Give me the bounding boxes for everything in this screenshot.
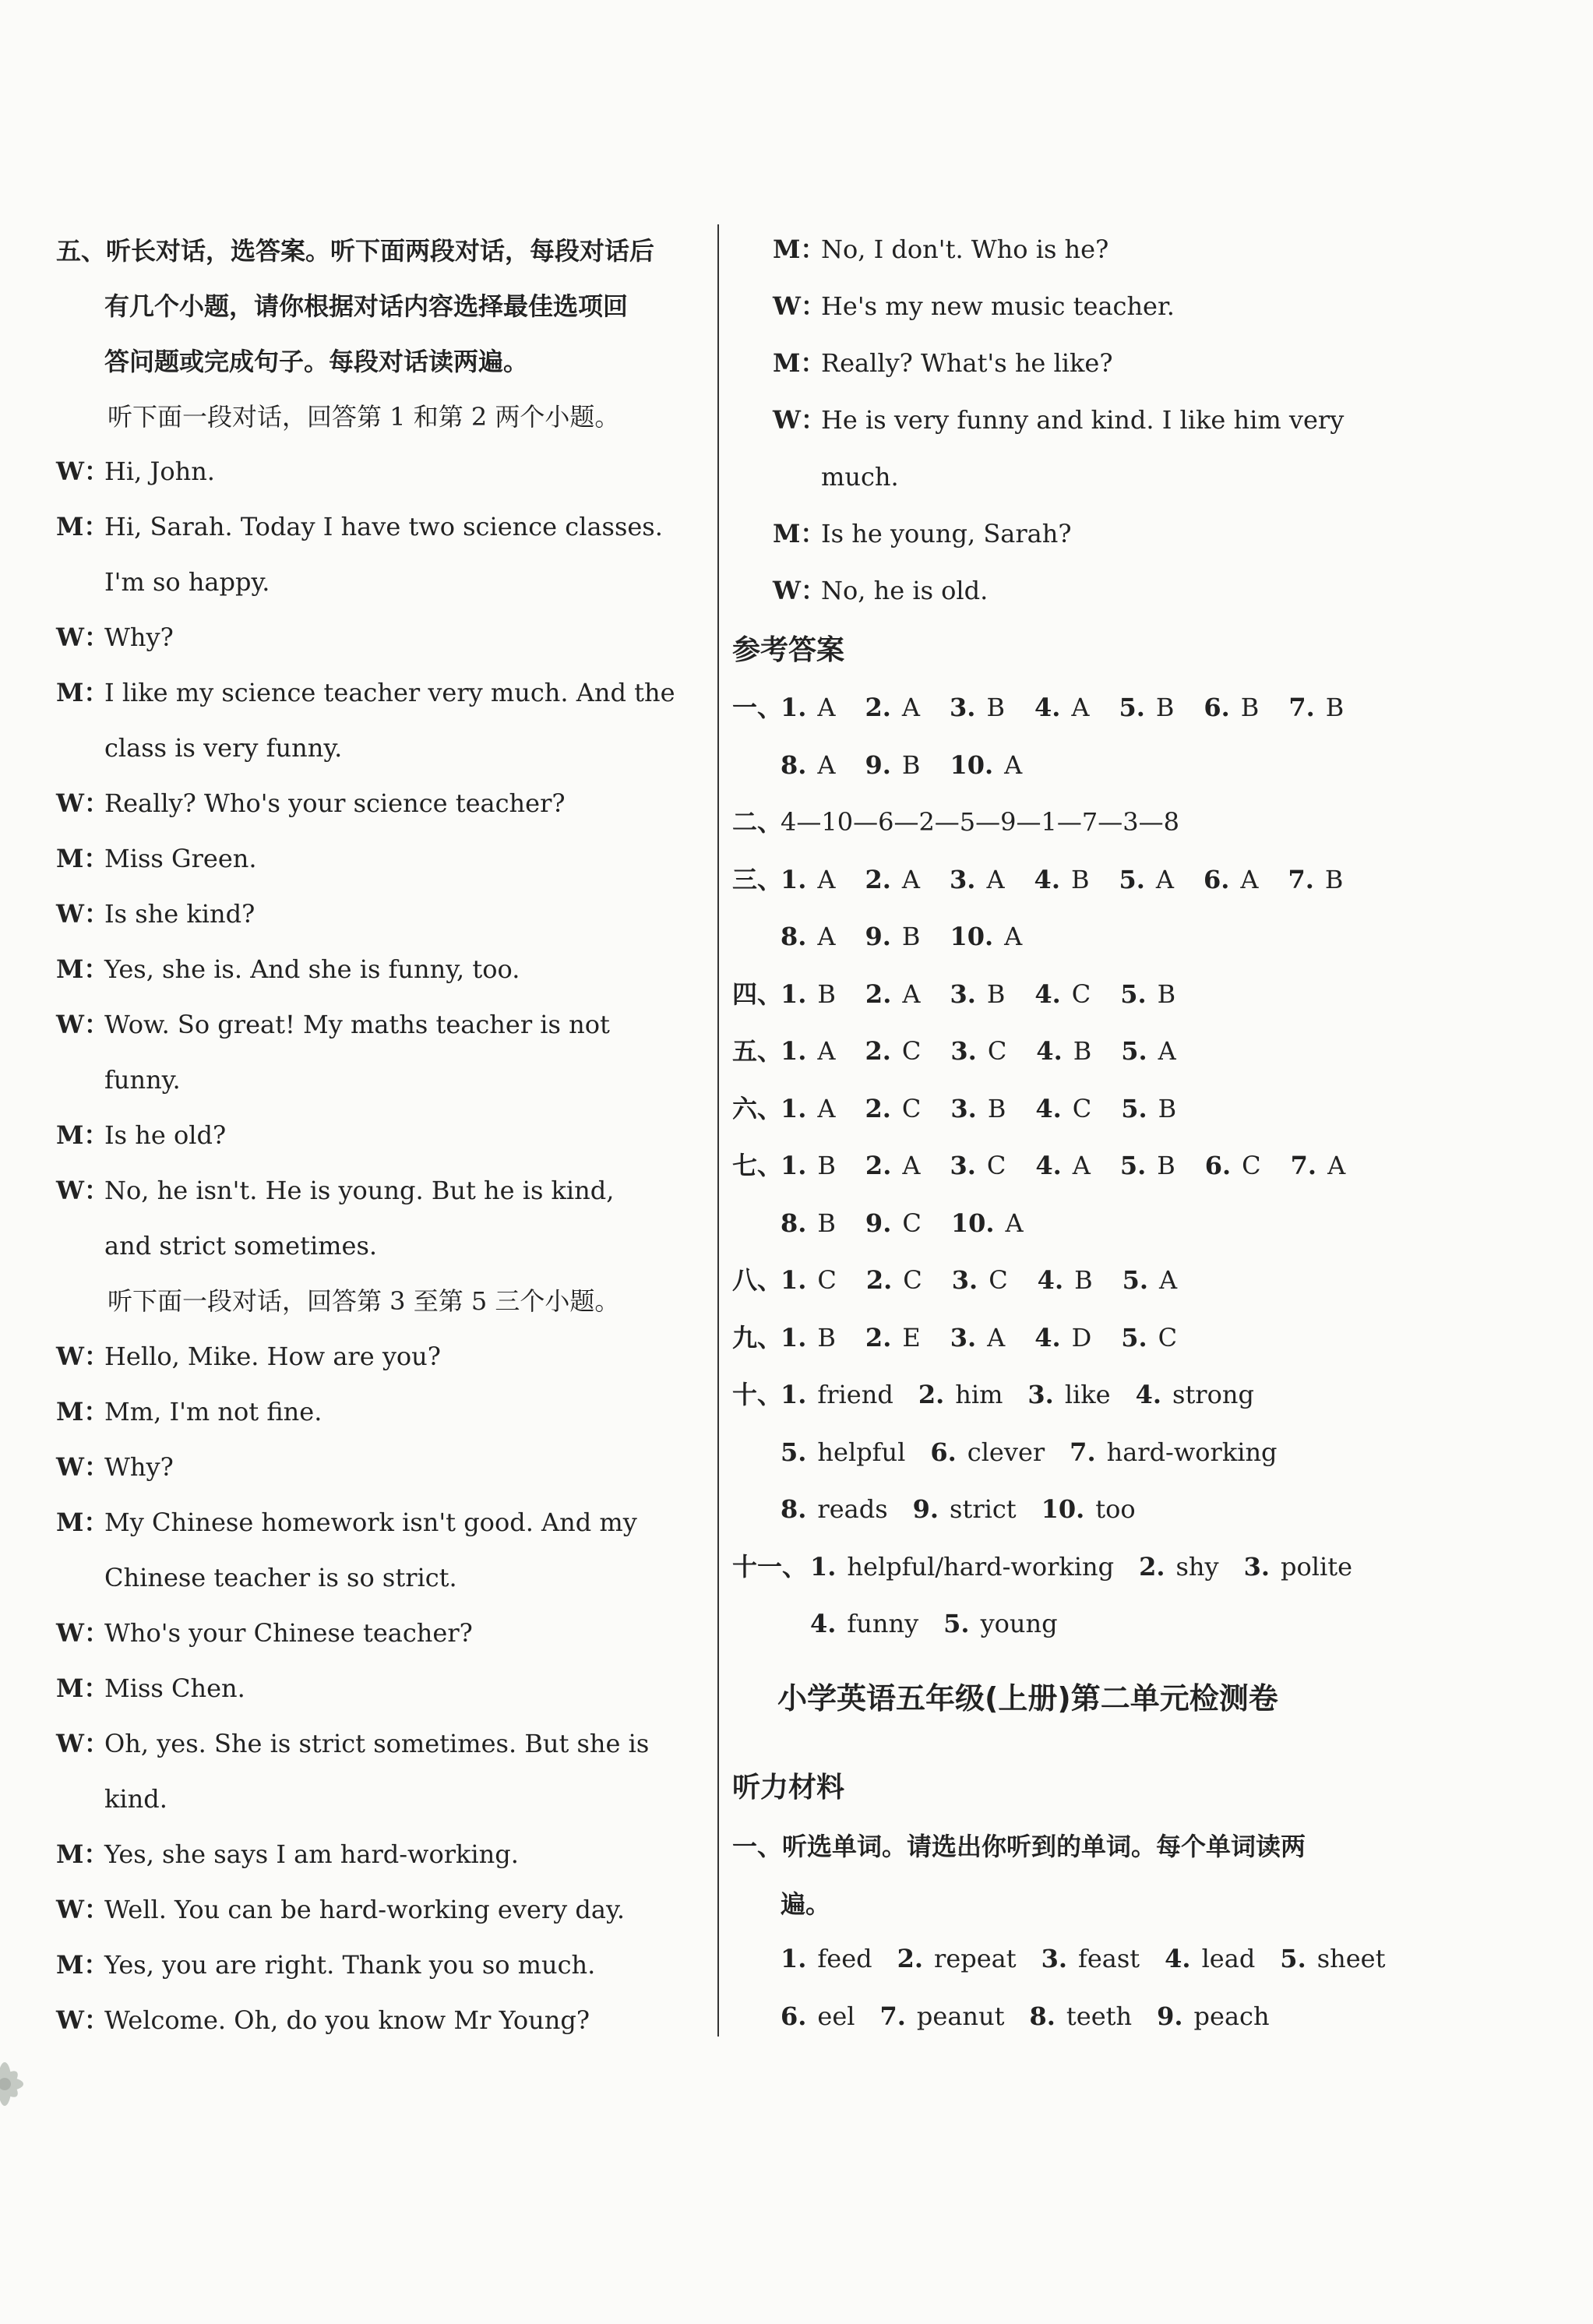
dialogue-2-line (56, 1728, 649, 1759)
dialogue-text: Really? Who's your science teacher? (104, 788, 566, 818)
answer-number: 4. (1034, 864, 1060, 894)
dialogue-text: I like my science teacher very much. And the (104, 678, 675, 707)
dialogue-text: Well. You can be hard-working every day. (104, 1895, 625, 1924)
answer-value: A (817, 922, 836, 951)
dialogue-text: I'm so happy. (104, 567, 270, 597)
answer-row (732, 1264, 1207, 1296)
answer-value: like (1064, 1380, 1111, 1409)
word-value: feed (817, 1944, 872, 1973)
answer-row (732, 1379, 1279, 1410)
answer-value: B (901, 922, 921, 951)
answer-number: 8. (781, 922, 807, 951)
speaker-label: W： (56, 2005, 109, 2035)
dialogue-1-line (56, 566, 270, 598)
answer-value: A (817, 693, 836, 722)
dialogue-text: Hello, Mike. How are you? (104, 1342, 441, 1371)
answer-value: B (986, 979, 1006, 1009)
answer-number: 9. (865, 1208, 892, 1238)
speaker-label: W： (56, 1176, 109, 1205)
dialogue-2-line (56, 1507, 637, 1538)
word-value: peach (1193, 2001, 1270, 2031)
answer-number: 2. (1139, 1551, 1165, 1582)
speaker-label: M： (56, 1508, 109, 1537)
dialogue-text: My Chinese homework isn't good. And my (104, 1508, 637, 1537)
dialogue-text: Miss Green. (104, 844, 257, 873)
answer-section-label: 一、 (732, 693, 783, 722)
answer-number: 5. (1119, 693, 1145, 722)
dialogue-1-line (56, 1230, 377, 1261)
dialogue-text: Is he old? (104, 1120, 227, 1150)
answer-number: 3. (950, 864, 976, 894)
answer-row (732, 1150, 1375, 1181)
dialogue-2-line (56, 1451, 174, 1483)
dialogue-2-line (56, 1949, 595, 1980)
dialogue-1-line (56, 677, 675, 708)
speaker-label: W： (56, 1010, 109, 1039)
instruction-1: 听下面一段对话，回答第 1 和第 2 两个小题。 (107, 402, 620, 432)
answer-value: A (817, 1093, 836, 1123)
dialogue-text: Why? (104, 622, 174, 652)
answer-value: strict (950, 1494, 1017, 1524)
answer-number: 1. (781, 693, 807, 722)
word-number: 7. (879, 2001, 906, 2031)
dialogue-text: Is he young, Sarah? (821, 519, 1072, 548)
speaker-label: W： (56, 1729, 109, 1758)
dialogue-text: Who's your Chinese teacher? (104, 1618, 473, 1648)
speaker-label: W： (56, 1895, 109, 1924)
answer-number: 4. (1035, 1151, 1062, 1180)
word-number: 1. (781, 1944, 807, 1973)
speaker-label: M： (56, 954, 109, 984)
word-value: lead (1201, 1944, 1256, 1973)
listening-heading: 听力材料 (732, 1772, 845, 1804)
answer-value: B (817, 1208, 836, 1238)
answer-value: C (901, 1093, 922, 1123)
answer-value: B (1325, 693, 1345, 722)
answer-value: A (1072, 1151, 1091, 1180)
answer-row (732, 864, 1373, 895)
dialogue-2-cont-line (773, 291, 1175, 322)
speaker-label: M： (56, 1120, 109, 1150)
answer-row (732, 1493, 1161, 1525)
word-value: feast (1078, 1944, 1140, 1973)
answer-number: 5. (1121, 1036, 1147, 1066)
dialogue-text: Yes, she is. And she is funny, too. (104, 954, 520, 984)
answer-value: C (989, 1265, 1008, 1295)
dialogue-text: He's my new music teacher. (821, 291, 1175, 321)
answer-value: A (1158, 1036, 1176, 1066)
answer-value: B (817, 1151, 836, 1180)
dialogue-text: Chinese teacher is so strict. (104, 1563, 457, 1592)
dialogue-text: kind. (104, 1784, 167, 1814)
answer-value: B (1073, 1036, 1092, 1066)
answer-value: B (986, 693, 1005, 722)
answer-value: B (1157, 1151, 1175, 1180)
word-number: 8. (1029, 2001, 1056, 2031)
speaker-label: W： (773, 576, 826, 605)
answer-value: B (987, 1093, 1006, 1123)
answer-number: 5. (1121, 1322, 1147, 1352)
dialogue-2-line (56, 1894, 625, 1925)
section-1-heading: 一、听选单词。请选出你听到的单词。每个单词读两 (732, 1832, 1306, 1861)
dialogue-1-line (56, 511, 663, 542)
answer-row (732, 1608, 1083, 1639)
answer-value: A (1004, 922, 1023, 951)
answer-value: B (817, 979, 836, 1009)
dialogue-2-cont-line (773, 518, 1071, 549)
speaker-label: M： (56, 512, 109, 541)
flower-ornament-icon (0, 2026, 47, 2142)
dialogue-2-line (56, 1341, 441, 1372)
section-5-heading: 五、听长对话，选答案。听下面两段对话，每段对话后 (56, 236, 655, 266)
answer-number: 5. (1119, 864, 1145, 894)
answer-row (732, 1437, 1302, 1468)
dialogue-text: Yes, you are right. Thank you so much. (104, 1950, 596, 1980)
answer-value: B (1324, 864, 1344, 894)
dialogue-2-line (56, 1839, 519, 1870)
answer-number: 4. (1034, 693, 1061, 722)
speaker-label: W： (56, 622, 109, 652)
dialogue-text: Hi, Sarah. Today I have two science classes. (104, 512, 663, 541)
answer-value: helpful (817, 1437, 906, 1467)
word-list-row (781, 2001, 1295, 2032)
dialogue-1-line (56, 788, 566, 819)
answer-section-label: 四、 (732, 979, 783, 1009)
dialogue-1-line (56, 732, 342, 763)
speaker-label: W： (56, 788, 109, 818)
answer-value: C (903, 1265, 922, 1295)
answer-value: C (1158, 1322, 1178, 1352)
answer-row (732, 1035, 1206, 1067)
dialogue-2-line (56, 1562, 457, 1593)
dialogue-text: funny. (104, 1065, 181, 1095)
speaker-label: M： (56, 1397, 109, 1426)
dialogue-text: Really? What's he like? (821, 348, 1113, 378)
answer-number: 9. (865, 922, 891, 951)
answer-number: 3. (950, 693, 976, 722)
dialogue-2-cont-line (773, 461, 899, 492)
answer-section-label: 七、 (732, 1151, 783, 1180)
word-number: 3. (1041, 1944, 1068, 1973)
answer-number: 5. (781, 1437, 807, 1467)
dialogue-text: class is very funny. (104, 733, 343, 763)
answer-number: 1. (810, 1551, 837, 1582)
answer-number: 3. (950, 1322, 977, 1352)
answer-value: A (817, 864, 836, 894)
word-value: sheet (1316, 1944, 1386, 1973)
answer-value: C (986, 1151, 1006, 1180)
answer-number: 1. (781, 1151, 807, 1180)
answer-value: A (901, 693, 921, 722)
answer-number: 4. (1034, 979, 1061, 1009)
dialogue-2-line (56, 1673, 245, 1704)
answer-number: 9. (912, 1494, 939, 1524)
speaker-label: W： (773, 405, 826, 435)
answer-number: 2. (865, 1036, 891, 1066)
answer-number: 1. (781, 864, 807, 894)
answer-number: 1. (781, 1322, 807, 1352)
answer-number: 2. (865, 1265, 893, 1295)
answer-section-label: 二、 (732, 807, 783, 837)
word-number: 2. (897, 1944, 924, 1973)
answer-number: 4. (810, 1609, 837, 1638)
answer-number: 7. (1070, 1437, 1096, 1467)
answer-section-label: 三、 (732, 864, 783, 894)
answer-value: polite (1281, 1551, 1353, 1582)
answer-value: clever (967, 1437, 1045, 1467)
answer-number: 4. (1037, 1265, 1064, 1295)
answer-section-label: 十一、 (732, 1551, 808, 1582)
answer-number: 10. (950, 749, 994, 780)
answer-value: A (1159, 1265, 1178, 1295)
dialogue-text: Why? (104, 1452, 174, 1482)
answer-value: A (901, 864, 921, 894)
word-number: 9. (1157, 2001, 1183, 2031)
word-value: teeth (1066, 2001, 1133, 2031)
answer-section-label: 八、 (732, 1265, 783, 1295)
answers-heading: 参考答案 (732, 634, 845, 666)
dialogue-1-line (56, 456, 215, 487)
answer-number: 4. (1035, 1093, 1062, 1123)
answer-value: him (955, 1380, 1003, 1409)
answer-sequence: 4—10—6—2—5—9—1—7—3—8 (781, 807, 1179, 837)
answer-number: 7. (1288, 693, 1315, 722)
answer-number: 2. (865, 1093, 891, 1123)
dialogue-text: No, he isn't. He is young. But he is kind, (104, 1176, 615, 1205)
answer-value: A (987, 1322, 1006, 1352)
answer-number: 7. (1288, 864, 1314, 894)
instruction-2: 听下面一段对话，回答第 3 至第 5 三个小题。 (107, 1286, 620, 1316)
answer-value: A (1155, 864, 1174, 894)
answer-value: B (1155, 693, 1175, 722)
word-number: 6. (781, 2001, 807, 2031)
answer-number: 6. (1203, 864, 1230, 894)
unit-2-title: 小学英语五年级(上册)第二单元检测卷 (777, 1681, 1278, 1716)
dialogue-1-line (56, 954, 520, 985)
answer-number: 5. (943, 1609, 970, 1638)
answer-value: C (1242, 1151, 1261, 1180)
answer-number: 2. (865, 1151, 892, 1180)
answer-number: 4. (1034, 1322, 1061, 1352)
dialogue-text: much. (821, 462, 899, 492)
answer-number: 10. (1041, 1494, 1085, 1524)
answer-number: 2. (865, 864, 891, 894)
answer-number: 1. (781, 1380, 807, 1409)
answer-number: 3. (950, 1036, 977, 1066)
answer-row (732, 806, 1179, 838)
answer-value: D (1071, 1322, 1092, 1352)
answer-number: 6. (930, 1437, 957, 1467)
dialogue-2-cont-line (773, 575, 988, 606)
answer-number: 6. (1204, 693, 1230, 722)
answer-section-label: 六、 (732, 1093, 783, 1123)
answer-number: 4. (1135, 1380, 1162, 1409)
speaker-label: M： (56, 1673, 109, 1703)
answer-value: A (817, 749, 836, 780)
word-value: peanut (916, 2001, 1005, 2031)
answer-number: 1. (781, 1265, 807, 1295)
answer-value: C (902, 1208, 922, 1238)
word-number: 5. (1280, 1944, 1306, 1973)
answer-value: A (902, 1151, 921, 1180)
answer-value: C (987, 1036, 1007, 1066)
answer-number: 5. (1121, 1093, 1147, 1123)
answer-value: A (1071, 693, 1090, 722)
word-list-row (781, 1943, 1410, 1974)
section-1-heading: 遍。 (781, 1889, 831, 1919)
answer-number: 9. (865, 749, 891, 780)
answer-number: 8. (781, 1494, 807, 1524)
speaker-label: W： (56, 899, 109, 929)
answer-number: 5. (1120, 979, 1147, 1009)
answer-number: 1. (781, 1036, 807, 1066)
answer-number: 8. (781, 749, 807, 780)
dialogue-2-cont-line (773, 347, 1112, 379)
dialogue-1-line (56, 622, 174, 653)
section-5-heading: 答问题或完成句子。每段对话读两遍。 (104, 347, 529, 376)
dialogue-2-line (56, 2005, 590, 2036)
speaker-label: W： (56, 1452, 109, 1482)
dialogue-text: Welcome. Oh, do you know Mr Young? (104, 2005, 590, 2035)
answer-value: B (1240, 693, 1260, 722)
answer-value: C (817, 1265, 837, 1295)
answer-row (732, 692, 1373, 723)
dialogue-text: He is very funny and kind. I like him very (821, 405, 1345, 435)
answer-value: C (1071, 979, 1091, 1009)
answer-row (732, 749, 1052, 781)
answer-number: 8. (781, 1208, 807, 1238)
answer-value: B (1074, 1265, 1093, 1295)
answer-number: 6. (1204, 1151, 1232, 1180)
speaker-label: M： (773, 519, 826, 548)
answer-value: shy (1175, 1551, 1219, 1582)
answer-value: reads (817, 1494, 888, 1524)
dialogue-text: Oh, yes. She is strict sometimes. But she is (104, 1729, 650, 1758)
answer-number: 2. (918, 1380, 945, 1409)
answer-value: A (1240, 864, 1259, 894)
speaker-label: W： (56, 1618, 109, 1648)
answer-number: 2. (865, 979, 892, 1009)
column-divider (717, 224, 719, 2037)
answer-row (732, 1093, 1206, 1124)
dialogue-2-line (56, 1617, 473, 1649)
word-value: repeat (934, 1944, 1017, 1973)
dialogue-text: Hi, John. (104, 457, 215, 486)
answer-value: strong (1172, 1380, 1254, 1409)
answer-value: B (1157, 979, 1176, 1009)
dialogue-text: No, he is old. (821, 576, 989, 605)
dialogue-1-line (56, 1175, 614, 1206)
word-value: eel (817, 2001, 855, 2031)
answer-number: 10. (950, 1208, 995, 1238)
dialogue-1-line (56, 898, 255, 929)
section-5-heading: 有几个小题，请你根据对话内容选择最佳选项回 (104, 291, 629, 321)
answer-value: friend (817, 1380, 893, 1409)
dialogue-text: Is she kind? (104, 899, 256, 929)
answer-value: too (1095, 1494, 1136, 1524)
answer-number: 3. (1027, 1380, 1054, 1409)
answer-number: 3. (950, 1151, 976, 1180)
answer-value: young (980, 1609, 1058, 1638)
dialogue-1-line (56, 1064, 181, 1095)
answer-value: hard-working (1106, 1437, 1278, 1467)
answer-number: 7. (1290, 1151, 1317, 1180)
answer-number: 2. (865, 1322, 892, 1352)
speaker-label: M： (56, 1839, 109, 1869)
answer-number: 5. (1122, 1265, 1148, 1295)
answer-row (732, 1551, 1377, 1582)
dialogue-text: Miss Chen. (104, 1673, 245, 1703)
answer-value: B (817, 1322, 836, 1352)
speaker-label: M： (773, 348, 826, 378)
answer-value: A (902, 979, 921, 1009)
answer-value: E (902, 1322, 921, 1352)
answer-number: 1. (781, 1093, 807, 1123)
dialogue-1-line (56, 843, 257, 874)
word-number: 4. (1165, 1944, 1191, 1973)
answer-value: A (1004, 749, 1023, 780)
answer-number: 10. (950, 922, 994, 951)
answer-section-label: 十、 (732, 1380, 783, 1409)
dialogue-2-cont-line (773, 404, 1344, 436)
answer-number: 3. (950, 979, 976, 1009)
answer-number: 1. (781, 979, 807, 1009)
answer-value: C (901, 1036, 922, 1066)
answer-row (732, 1208, 1053, 1239)
dialogue-text: and strict sometimes. (104, 1231, 378, 1261)
answer-number: 3. (951, 1265, 978, 1295)
answer-section-label: 五、 (732, 1036, 783, 1066)
dialogue-1-line (56, 1120, 226, 1151)
speaker-label: W： (56, 1342, 109, 1371)
answer-value: A (1327, 1151, 1346, 1180)
answer-section-label: 九、 (732, 1322, 783, 1352)
speaker-label: M： (56, 844, 109, 873)
speaker-label: M： (56, 1950, 109, 1980)
speaker-label: M： (56, 678, 109, 707)
answer-row (732, 1322, 1207, 1353)
speaker-label: W： (56, 457, 109, 486)
answer-value: C (1072, 1093, 1092, 1123)
answer-number: 4. (1036, 1036, 1063, 1066)
answer-value: B (1070, 864, 1090, 894)
answer-number: 2. (865, 693, 891, 722)
speaker-label: W： (773, 291, 826, 321)
answer-number: 3. (1243, 1551, 1271, 1582)
answer-row (732, 921, 1052, 952)
dialogue-2-line (56, 1783, 167, 1814)
answer-value: A (1005, 1208, 1024, 1238)
answer-number: 3. (950, 1093, 977, 1123)
dialogue-text: Yes, she says I am hard-working. (104, 1839, 519, 1869)
dialogue-text: Wow. So great! My maths teacher is not (104, 1010, 610, 1039)
dialogue-2-line (56, 1396, 322, 1427)
dialogue-text: No, I don't. Who is he? (821, 235, 1109, 264)
dialogue-1-line (56, 1009, 610, 1040)
answer-row (732, 979, 1205, 1010)
answer-value: B (901, 749, 921, 780)
dialogue-2-cont-line (773, 234, 1108, 265)
answer-number: 5. (1119, 1151, 1147, 1180)
answer-value: A (817, 1036, 836, 1066)
answer-value: B (1158, 1093, 1177, 1123)
answer-value: funny (847, 1609, 919, 1638)
answer-value: A (986, 864, 1005, 894)
speaker-label: M： (773, 235, 826, 264)
answer-value: helpful/hard-working (847, 1551, 1115, 1582)
dialogue-text: Mm, I'm not fine. (104, 1397, 322, 1426)
